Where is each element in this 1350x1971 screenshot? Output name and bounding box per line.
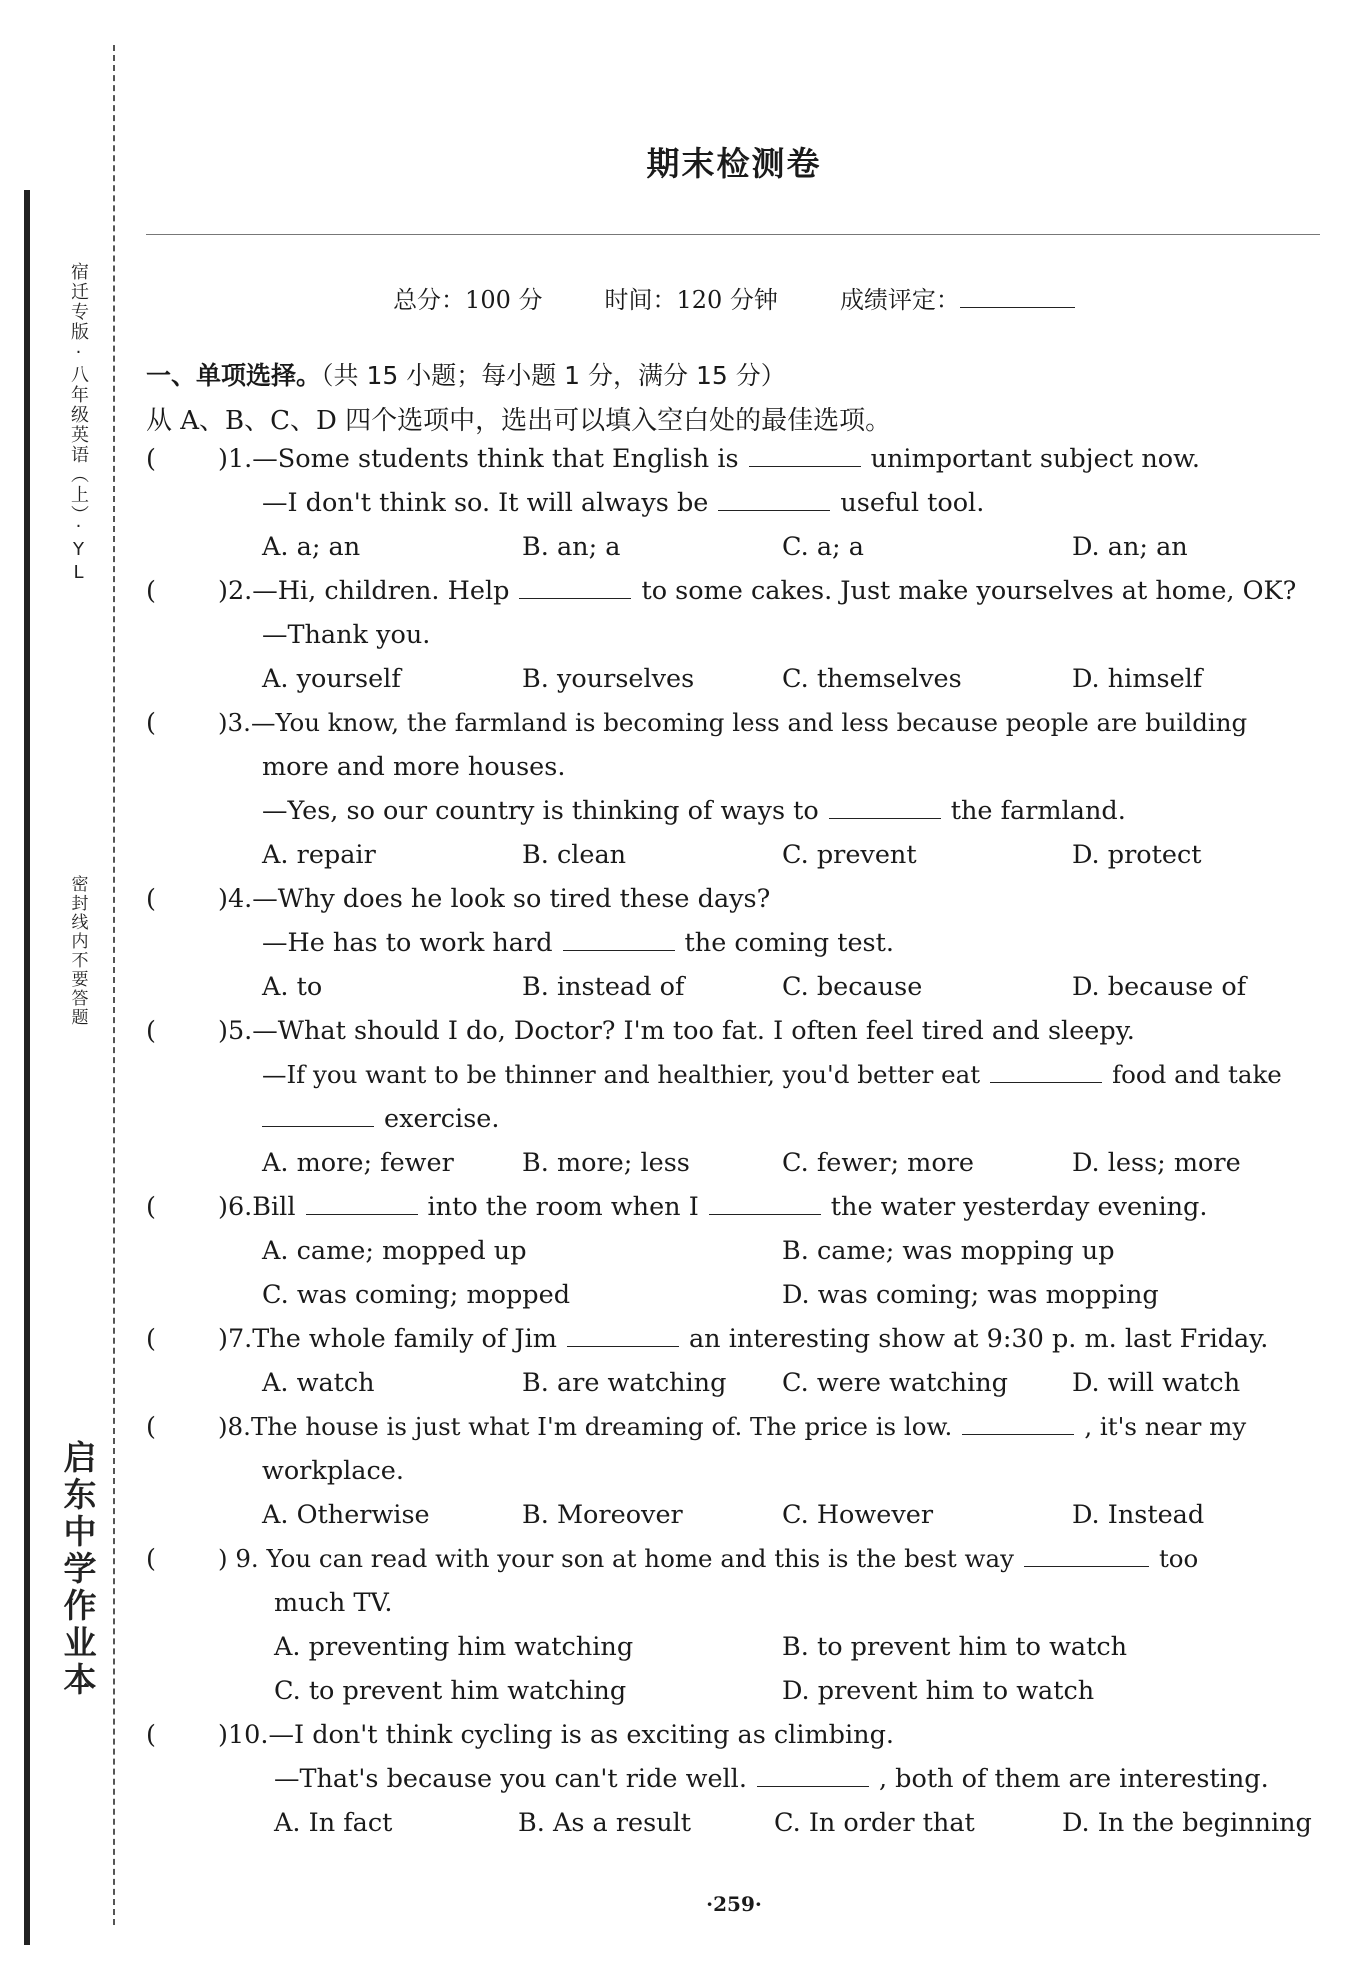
option-d[interactable]: D. will watch bbox=[1072, 1368, 1241, 1398]
title-rule bbox=[146, 234, 1320, 235]
edition-label: 宿迁专版·八年级英语（上）·YL bbox=[58, 262, 98, 585]
question-number: )7. bbox=[218, 1324, 253, 1354]
option-c[interactable]: C. fewer; more bbox=[782, 1148, 974, 1178]
option-a[interactable]: A. preventing him watching bbox=[274, 1632, 634, 1662]
question-text: workplace. bbox=[262, 1456, 404, 1486]
page-title: 期末检测卷 bbox=[646, 144, 822, 183]
fill-blank bbox=[563, 930, 675, 951]
answer-paren[interactable]: ( bbox=[146, 1324, 156, 1354]
option-b[interactable]: B. clean bbox=[522, 840, 627, 870]
option-c[interactable]: C. However bbox=[782, 1500, 934, 1530]
question-text: exercise. bbox=[384, 1104, 500, 1134]
answer-paren[interactable]: ( bbox=[146, 1720, 156, 1750]
fill-blank bbox=[519, 578, 631, 599]
question-text: The house is just what I'm dreaming of. The price is low. bbox=[250, 1412, 953, 1441]
question-text: —I don't think cycling is as exciting as climbing. bbox=[268, 1720, 895, 1750]
question-text: unimportant subject now. bbox=[870, 444, 1200, 474]
question-text: —Some students think that English is bbox=[252, 444, 739, 474]
option-c[interactable]: C. were watching bbox=[782, 1368, 1009, 1398]
question-text: into the room when I bbox=[427, 1192, 699, 1222]
question-number: )4. bbox=[218, 884, 253, 914]
option-b[interactable]: B. to prevent him to watch bbox=[782, 1632, 1128, 1662]
question-number: )5. bbox=[218, 1016, 253, 1046]
option-a[interactable]: A. In fact bbox=[274, 1808, 393, 1838]
option-c[interactable]: C. to prevent him watching bbox=[274, 1676, 627, 1706]
answer-paren[interactable]: ( bbox=[146, 708, 156, 738]
fill-blank bbox=[709, 1194, 821, 1215]
grade-label: 成绩评定： bbox=[839, 286, 960, 314]
grade-blank[interactable] bbox=[960, 285, 1075, 308]
page-number: ·259· bbox=[706, 1892, 762, 1916]
question-text: —I don't think so. It will always be bbox=[262, 488, 709, 518]
series-name: 启东中学作业本 bbox=[58, 1440, 98, 1699]
option-d[interactable]: D. was coming; was mopping bbox=[782, 1280, 1159, 1310]
option-d[interactable]: D. because of bbox=[1072, 972, 1247, 1002]
answer-paren[interactable]: ( bbox=[146, 884, 156, 914]
time-limit: 时间：120 分钟 bbox=[604, 286, 778, 314]
option-c[interactable]: C. themselves bbox=[782, 664, 962, 694]
option-a[interactable]: A. came; mopped up bbox=[262, 1236, 527, 1266]
seal-dashed-line bbox=[113, 45, 115, 1925]
binding-strip bbox=[0, 0, 118, 1971]
question-text: —If you want to be thinner and healthier, you'd better eat bbox=[262, 1060, 981, 1089]
question-text: the water yesterday evening. bbox=[830, 1192, 1208, 1222]
question-text: —Why does he look so tired these days? bbox=[252, 884, 771, 914]
option-b[interactable]: B. came; was mopping up bbox=[782, 1236, 1115, 1266]
section-heading bbox=[146, 356, 786, 392]
option-b[interactable]: B. instead of bbox=[522, 972, 685, 1002]
fill-blank bbox=[262, 1106, 374, 1127]
option-a[interactable]: A. yourself bbox=[262, 664, 401, 694]
fill-blank bbox=[567, 1326, 679, 1347]
question-text: —That's because you can't ride well. bbox=[274, 1764, 747, 1794]
question-text: You can read with your son at home and this is the best way bbox=[266, 1544, 1014, 1573]
answer-paren[interactable]: ( bbox=[146, 1412, 156, 1442]
question-text: —What should I do, Doctor? I'm too fat. I often feel tired and sleepy. bbox=[252, 1016, 1135, 1046]
question-number: )6. bbox=[218, 1192, 253, 1222]
answer-paren[interactable]: ( bbox=[146, 576, 156, 606]
question-text: —He has to work hard bbox=[262, 928, 553, 958]
section-instruction: 从 A、B、C、D 四个选项中，选出可以填入空白处的最佳选项。 bbox=[146, 406, 892, 436]
binding-thick-line bbox=[24, 190, 30, 1945]
option-a[interactable]: A. watch bbox=[262, 1368, 375, 1398]
question-text: Bill bbox=[252, 1192, 296, 1222]
question-number: )3. bbox=[218, 708, 251, 737]
option-a[interactable]: A. to bbox=[262, 972, 323, 1002]
fill-blank bbox=[990, 1062, 1102, 1083]
option-b[interactable]: B. more; less bbox=[522, 1148, 690, 1178]
option-d[interactable]: D. an; an bbox=[1072, 532, 1188, 562]
fill-blank bbox=[829, 798, 941, 819]
option-d[interactable]: D. In the beginning bbox=[1062, 1808, 1312, 1838]
answer-paren[interactable]: ( bbox=[146, 1544, 156, 1574]
option-b[interactable]: B. are watching bbox=[522, 1368, 727, 1398]
total-score: 总分：100 分 bbox=[393, 286, 543, 314]
option-b[interactable]: B. an; a bbox=[522, 532, 621, 562]
fill-blank bbox=[757, 1766, 869, 1787]
option-a[interactable]: A. more; fewer bbox=[262, 1148, 454, 1178]
score-info bbox=[118, 280, 1350, 315]
question-number: )10. bbox=[218, 1720, 269, 1750]
question-text: —Yes, so our country is thinking of ways to bbox=[262, 796, 819, 826]
fill-blank bbox=[718, 490, 830, 511]
option-c[interactable]: C. In order that bbox=[774, 1808, 975, 1838]
option-a[interactable]: A. a; an bbox=[262, 532, 361, 562]
option-c[interactable]: C. was coming; mopped bbox=[262, 1280, 571, 1310]
fill-blank bbox=[962, 1414, 1074, 1435]
question-number: )8. bbox=[218, 1412, 251, 1441]
fill-blank bbox=[1024, 1546, 1149, 1567]
option-d[interactable]: D. less; more bbox=[1072, 1148, 1241, 1178]
option-b[interactable]: B. Moreover bbox=[522, 1500, 683, 1530]
option-d[interactable]: D. Instead bbox=[1072, 1500, 1205, 1530]
question-text: the coming test. bbox=[684, 928, 894, 958]
grade-field bbox=[840, 280, 1075, 315]
question-text: an interesting show at 9:30 p. m. last Friday. bbox=[688, 1324, 1269, 1354]
question-text: —Hi, children. Help bbox=[252, 576, 510, 606]
option-d[interactable]: D. protect bbox=[1072, 840, 1202, 870]
option-d[interactable]: D. prevent him to watch bbox=[782, 1676, 1095, 1706]
question-text: too bbox=[1158, 1544, 1199, 1573]
question-number: )1. bbox=[218, 444, 253, 474]
option-c[interactable]: C. because bbox=[782, 972, 923, 1002]
question-number: ) 9. bbox=[218, 1544, 259, 1573]
option-b[interactable]: B. yourselves bbox=[522, 664, 695, 694]
option-b[interactable]: B. As a result bbox=[518, 1808, 692, 1838]
section-scoring: （共 15 小题；每小题 1 分，满分 15 分） bbox=[321, 361, 786, 390]
question-text: more and more houses. bbox=[262, 752, 566, 782]
answer-paren[interactable]: ( bbox=[146, 1192, 156, 1222]
fill-blank bbox=[749, 446, 861, 467]
question-text: —You know, the farmland is becoming less and less because people are building bbox=[250, 708, 1248, 737]
option-a[interactable]: A. Otherwise bbox=[262, 1500, 430, 1530]
answer-paren[interactable]: ( bbox=[146, 444, 156, 474]
option-c[interactable]: C. prevent bbox=[782, 840, 917, 870]
question-text: food and take bbox=[1112, 1060, 1282, 1089]
answer-paren[interactable]: ( bbox=[146, 1016, 156, 1046]
question-text: , both of them are interesting. bbox=[878, 1764, 1269, 1794]
seal-line-notice: 密封线内不要答题 bbox=[58, 875, 98, 1027]
option-d[interactable]: D. himself bbox=[1072, 664, 1203, 694]
section-title: 一、单项选择。 bbox=[146, 361, 322, 390]
question-text: The whole family of Jim bbox=[252, 1324, 557, 1354]
question-number: )2. bbox=[218, 576, 253, 606]
question-text: much TV. bbox=[274, 1588, 393, 1618]
fill-blank bbox=[306, 1194, 418, 1215]
question-text: , it's near my bbox=[1084, 1412, 1247, 1441]
option-c[interactable]: C. a; a bbox=[782, 532, 864, 562]
question-text: useful tool. bbox=[840, 488, 985, 518]
question-text: —Thank you. bbox=[262, 620, 431, 650]
question-text: the farmland. bbox=[950, 796, 1126, 826]
question-text: to some cakes. Just make yourselves at home, OK? bbox=[641, 576, 1297, 606]
option-a[interactable]: A. repair bbox=[262, 840, 376, 870]
